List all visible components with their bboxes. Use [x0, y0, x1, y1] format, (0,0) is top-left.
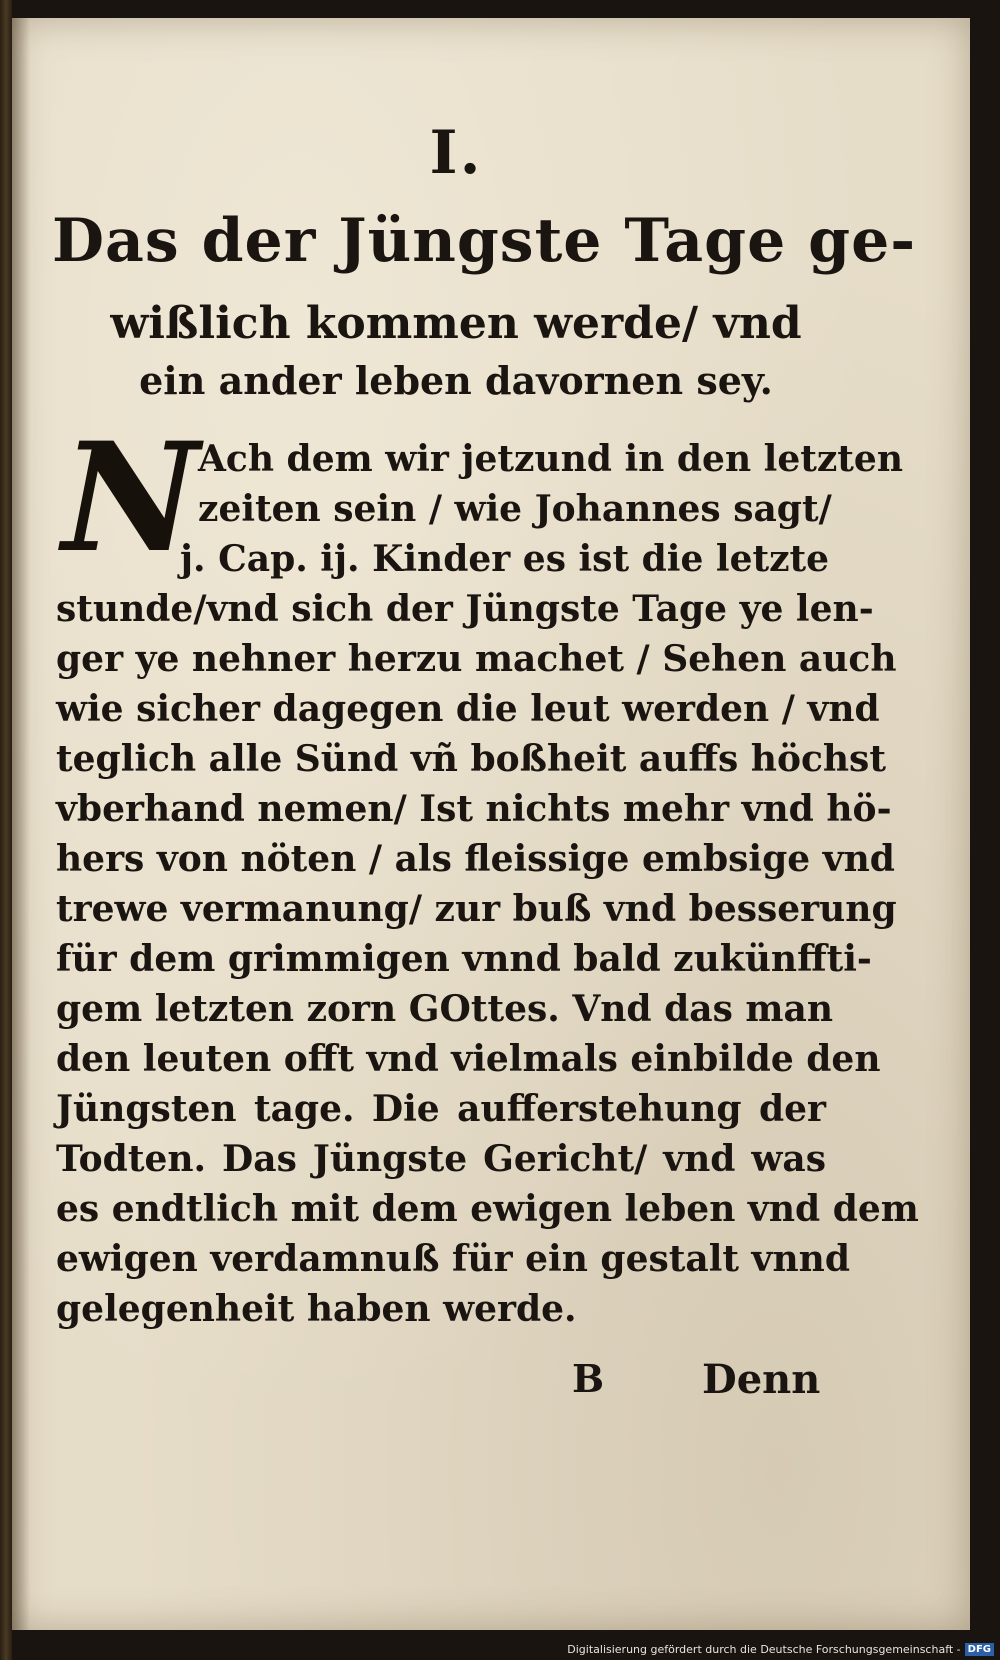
body-line-14: Jüngsten tage. Die aufferstehung der — [56, 1088, 826, 1130]
chapter-number: I. — [429, 118, 483, 188]
catchword: Denn — [702, 1356, 821, 1403]
digitization-credit — [567, 1643, 994, 1656]
body-line-5: ger ye nehner herzu machet / Sehen auch — [56, 638, 897, 680]
body-line-8: vberhand nemen/ Ist nichts mehr vnd hö- — [56, 788, 892, 830]
page-gutter-shadow — [12, 18, 30, 1630]
body-line-13: den leuten offt vnd vielmals einbilde den — [56, 1038, 881, 1080]
chapter-title-line-2: wißlich kommen werde/ vnd — [110, 298, 802, 349]
body-line-7: teglich alle Sünd vñ boßheit auffs höchst — [56, 738, 886, 780]
chapter-title-line-3: ein ander leben davornen sey. — [139, 358, 773, 403]
book-page — [12, 18, 970, 1630]
signature-mark: B — [572, 1356, 605, 1401]
dfg-logo: DFG — [965, 1643, 994, 1656]
body-line-15: Todten. Das Jüngste Gericht/ vnd was — [56, 1138, 826, 1180]
body-line-11: für dem grimmigen vnnd bald zukünffti- — [56, 938, 872, 980]
body-line-2: zeiten sein / wie Johannes sagt/ — [198, 488, 832, 530]
chapter-title-line-1: Das der Jüngste Tage ge- — [52, 206, 917, 276]
body-line-4: stunde/vnd sich der Jüngste Tage ye len- — [56, 588, 874, 630]
body-line-16: es endtlich mit dem ewigen leben vnd dem — [56, 1188, 919, 1230]
body-line-6: wie sicher dagegen die leut werden / vnd — [56, 688, 880, 730]
body-line-18: gelegenheit haben werde. — [56, 1288, 577, 1330]
body-line-3: j. Cap. ij. Kinder es ist die letzte — [180, 538, 830, 580]
book-spine — [0, 0, 12, 1660]
body-line-1: Ach dem wir jetzund in den letzten — [198, 438, 904, 480]
body-line-12: gem letzten zorn GOttes. Vnd das man — [56, 988, 834, 1030]
decorated-initial: N — [62, 410, 200, 586]
credit-text: Digitalisierung gefördert durch die Deutsche Forschungsgemeinschaft - — [567, 1643, 961, 1656]
body-line-10: trewe vermanung/ zur buß vnd besserung — [56, 888, 897, 930]
body-line-9: hers von nöten / als fleissige embsige vnd — [56, 838, 895, 880]
body-line-17: ewigen verdamnuß für ein gestalt vnnd — [56, 1238, 850, 1280]
